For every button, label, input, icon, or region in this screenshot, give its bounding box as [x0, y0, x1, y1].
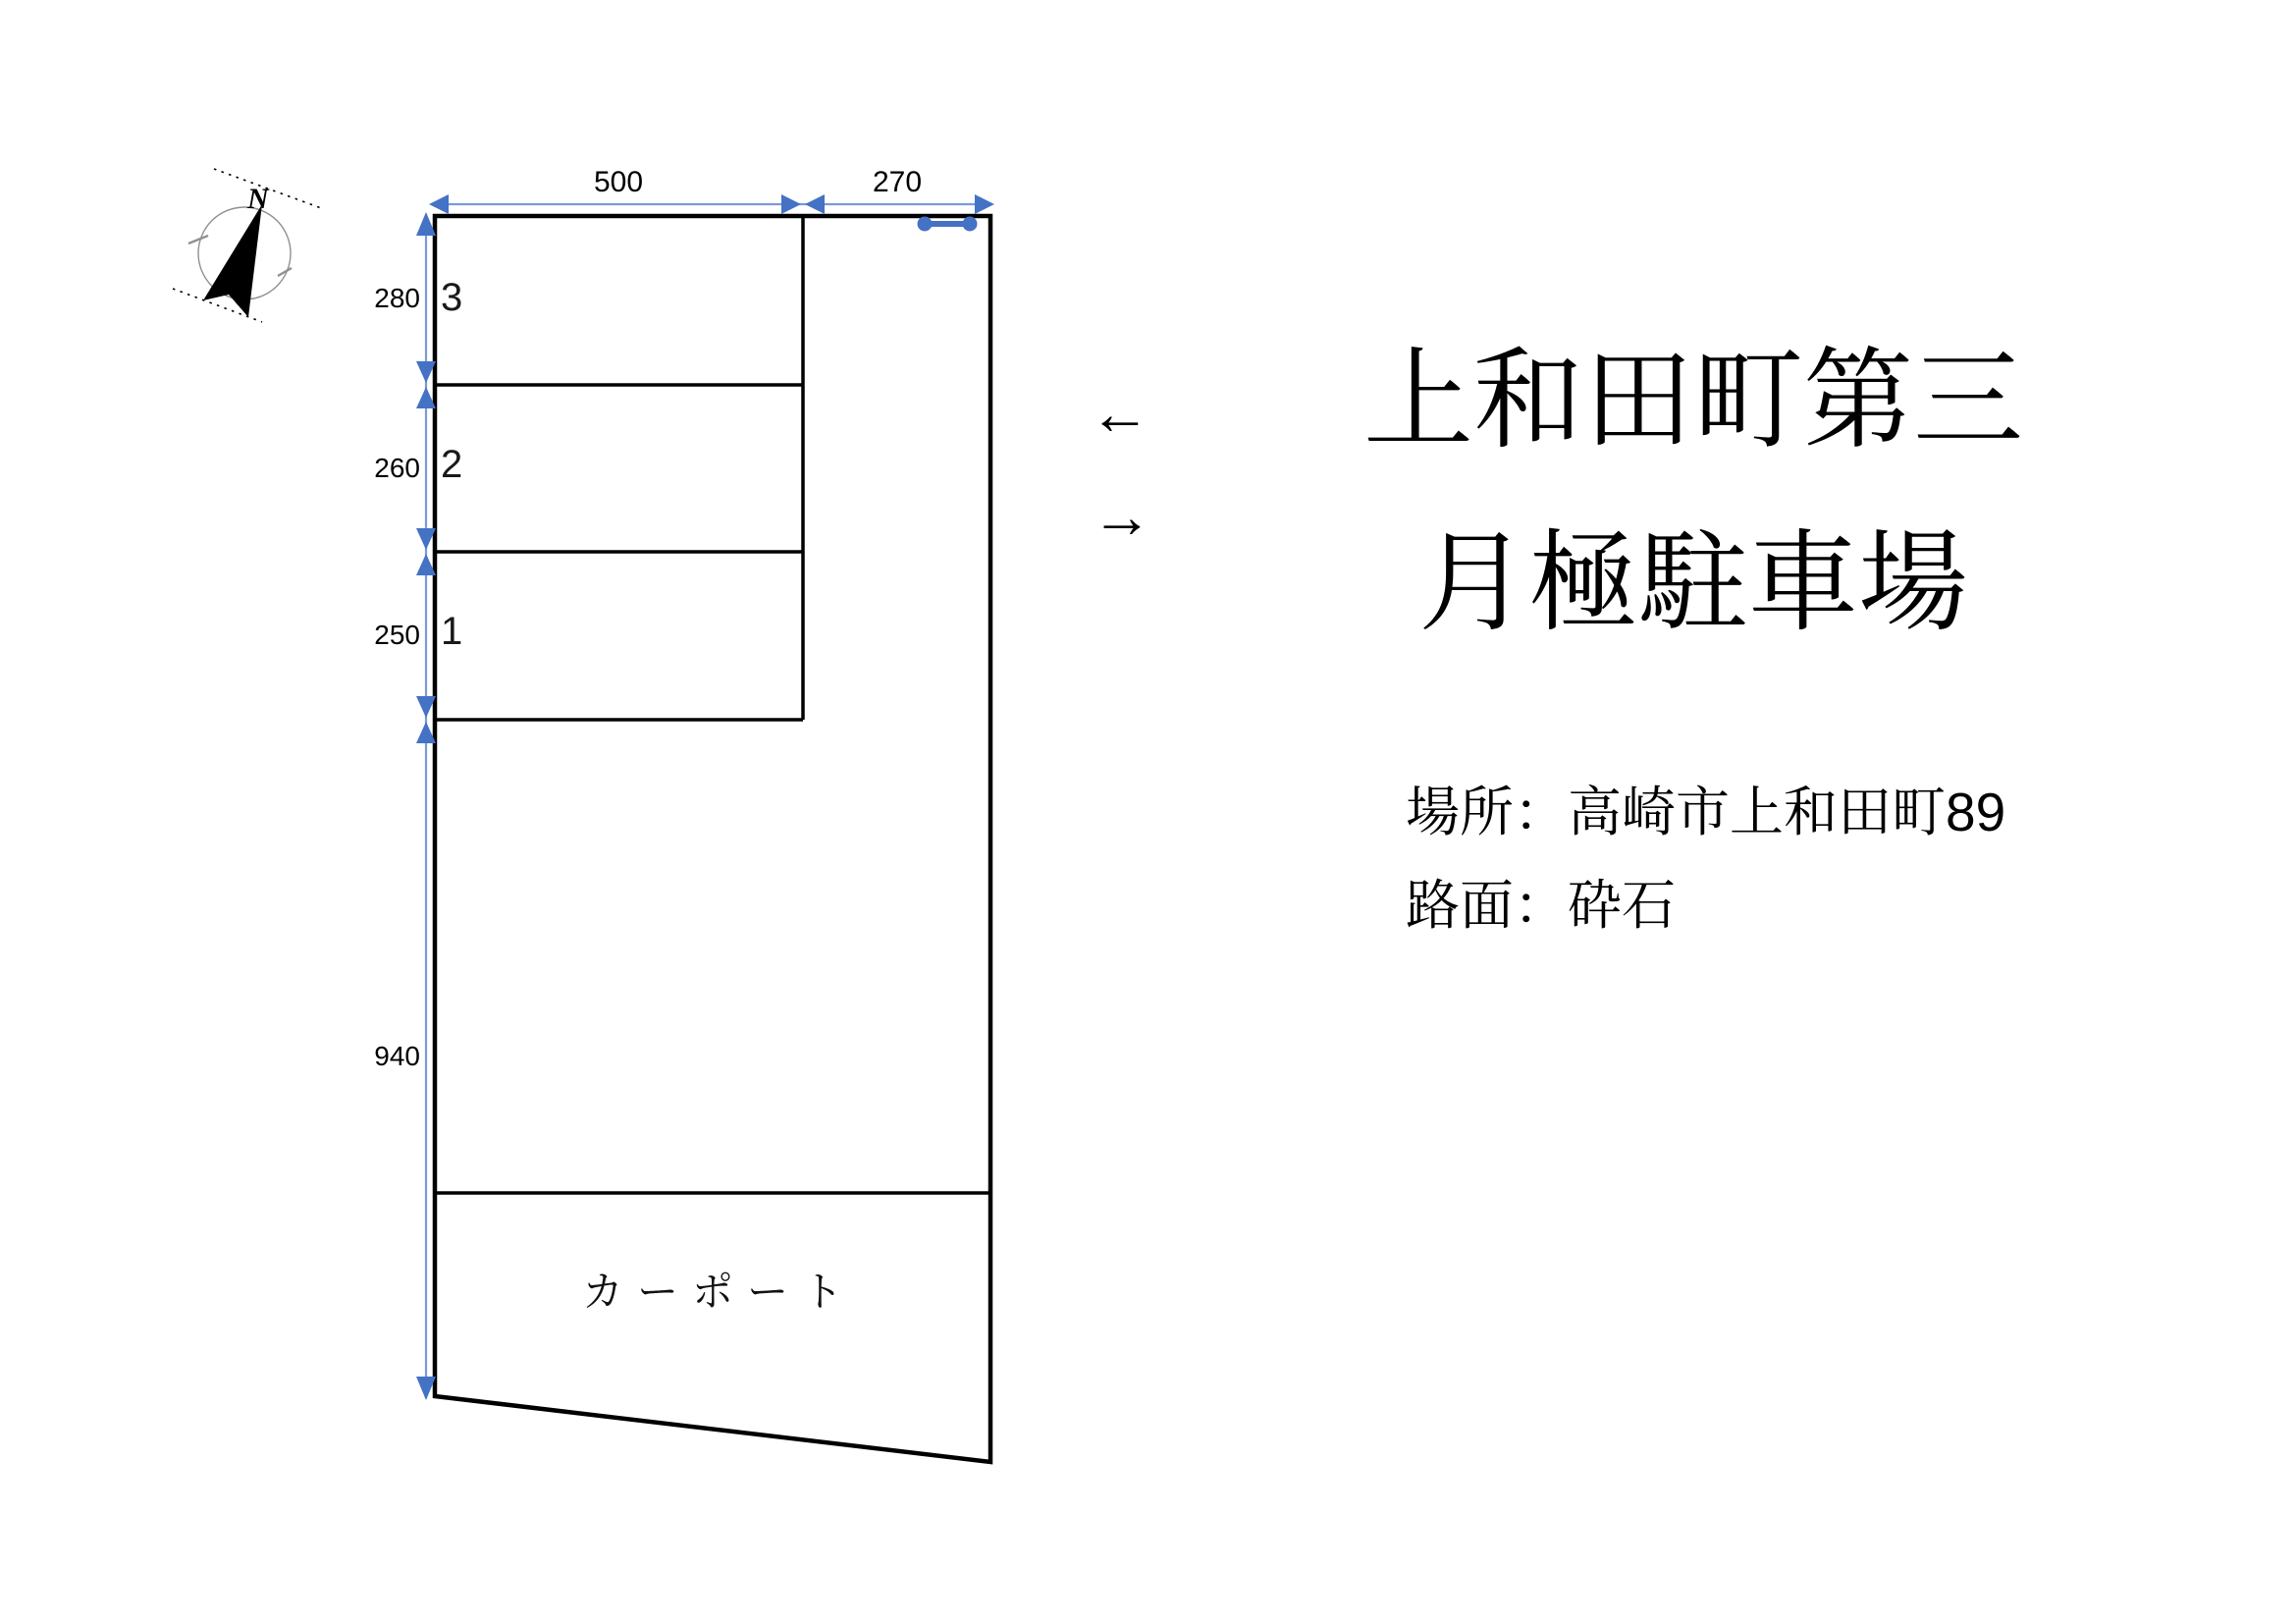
gate-marker-left-dot [918, 217, 933, 232]
page-title-line2: 月極駐車場 [1418, 521, 1968, 644]
dimension-label-250: 250 [374, 620, 420, 650]
gate-marker [918, 217, 978, 232]
dimension-label-940: 940 [374, 1041, 420, 1071]
stall-number-1: 1 [441, 610, 463, 653]
compass-rose [173, 169, 324, 322]
dim-arrow-left [429, 194, 449, 214]
dimension-label-280: 280 [374, 283, 420, 313]
stall-number-3: 3 [441, 276, 463, 319]
dimension-label-500: 500 [593, 166, 644, 198]
compass-north-label: N [247, 183, 269, 215]
surface-text: 路面：砕石 [1406, 875, 1677, 936]
gate-marker-right-dot [963, 217, 978, 232]
compass-tick-left [188, 236, 208, 243]
stall-number-2: 2 [441, 443, 463, 486]
dim-arrow-right [975, 194, 994, 214]
dim-arrow-mid-right [781, 194, 801, 214]
compass-dotted-line-top [214, 169, 324, 209]
location-text: 場所：高崎市上和田町89 [1406, 782, 2006, 842]
page-title-line1: 上和田町第三 [1363, 339, 2023, 461]
road-arrow-left: ← [1090, 380, 1150, 448]
carport-label: カーポート [581, 1269, 857, 1315]
dimension-label-270: 270 [872, 166, 923, 198]
road-arrow-right: → [1092, 483, 1152, 551]
dim-arrow-mid-left [805, 194, 825, 214]
dimension-label-260: 260 [374, 453, 420, 483]
